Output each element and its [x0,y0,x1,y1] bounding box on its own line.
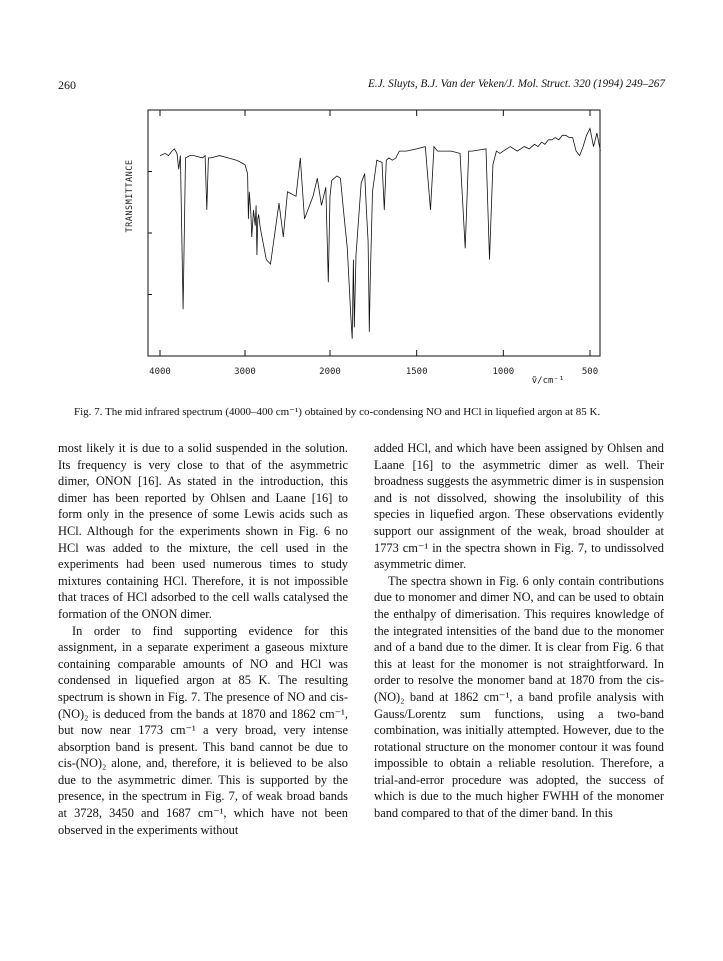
page-number: 260 [58,78,76,92]
x-tick-label: 3000 [234,367,256,377]
axis-group [125,110,600,386]
x-axis-label: ṽ/cm⁻¹ [531,376,565,386]
x-tick-label: 500 [581,367,599,377]
y-axis-label: TRANSMITTANCE [125,159,135,233]
paragraph: added HCl, and which have been assigned by Ohlsen and Laane [16] to the asymmetric dimer as well. Their broadness suggests the asymmetric dimer is in suspension and is not dissolved, showing the insolubility of this species in liquefied argon. These observations evidently support our assignment of the weak, broad shoulder at 1773 cm⁻¹ in the spectra shown in Fig. 7, to undissolved asymmetric dimer. [374,441,664,572]
x-tick-label: 4000 [149,367,171,377]
ir-spectrum-figure [0,0,723,400]
left-column [58,440,348,838]
x-tick-label: 2000 [319,367,341,377]
x-tick-label: 1000 [492,367,515,377]
running-header: E.J. Sluyts, B.J. Van der Veken/J. Mol. Struct. 320 (1994) 249–267 [367,78,665,90]
right-column [374,440,664,822]
paragraph: In order to find supporting evidence for this assignment, in a separate experiment a gaseous mixture containing comparable amounts of NO and HCl was condensed in liquefied argon at 85 K. The resulting spectrum is shown in Fig. 7. The presence of NO and cis-(NO)₂ is deduced from the bands at 1870 and 1862 cm⁻¹, but now near 1773 cm⁻¹ a very broad, very intense absorption band is present. This band cannot be due to cis-(NO)₂ alone, and, therefore, it is believed to be also due to the asymmetric dimer. This is supported by the presence, in the spectrum in Fig. 7, of weak broad bands at 3728, 3450 and 1687 cm⁻¹, which have not been observed in the experiments without [58,623,348,837]
x-tick-label: 1500 [405,367,428,377]
spectrum-line [160,129,600,339]
plot-frame [148,110,600,356]
paragraph: The spectra shown in Fig. 6 only contain contributions due to monomer and dimer NO, and can be used to obtain the enthalpy of dimerisation. This requires knowledge of the integrated intensities of the band due to the monomer and of a band due to the dimer. It is clear from Fig. 6 that this at least for the monomer is not straightforward. In order to resolve the monomer band at 1870 from the cis-(NO)₂ band at 1862 cm⁻¹, a band profile analysis with Gauss/Lorentz sum functions, using a two-band combination, was initially attempted. However, due to the rotational structure on the monomer contour it was found impossible to obtain a reliable resolution. Therefore, a trial-and-error procedure was adopted, the success of which is due to the much higher FWHH of the monomer band compared to that of the dimer band. In this [374,573,664,821]
paragraph: most likely it is due to a solid suspended in the solution. Its frequency is very close to that of the asymmetric dimer, ONON [16]. As stated in the introduction, this dimer has been reported by Ohlsen and Laane [16] to form only in the presence of some Lewis acids such as HCl. Although for the experiments shown in Fig. 6 no HCl was added to the mixture, the cell used in the experiments had been used numerous times to study mixtures containing HCl. Therefore, it is not impossible that traces of HCl adsorbed to the cell walls catalysed the formation of the ONON dimer. [58,441,348,621]
figure-caption: Fig. 7. The mid infrared spectrum (4000–400 cm⁻¹) obtained by co-condensing NO and HCl in liquefied argon at 85 K. [74,406,601,418]
